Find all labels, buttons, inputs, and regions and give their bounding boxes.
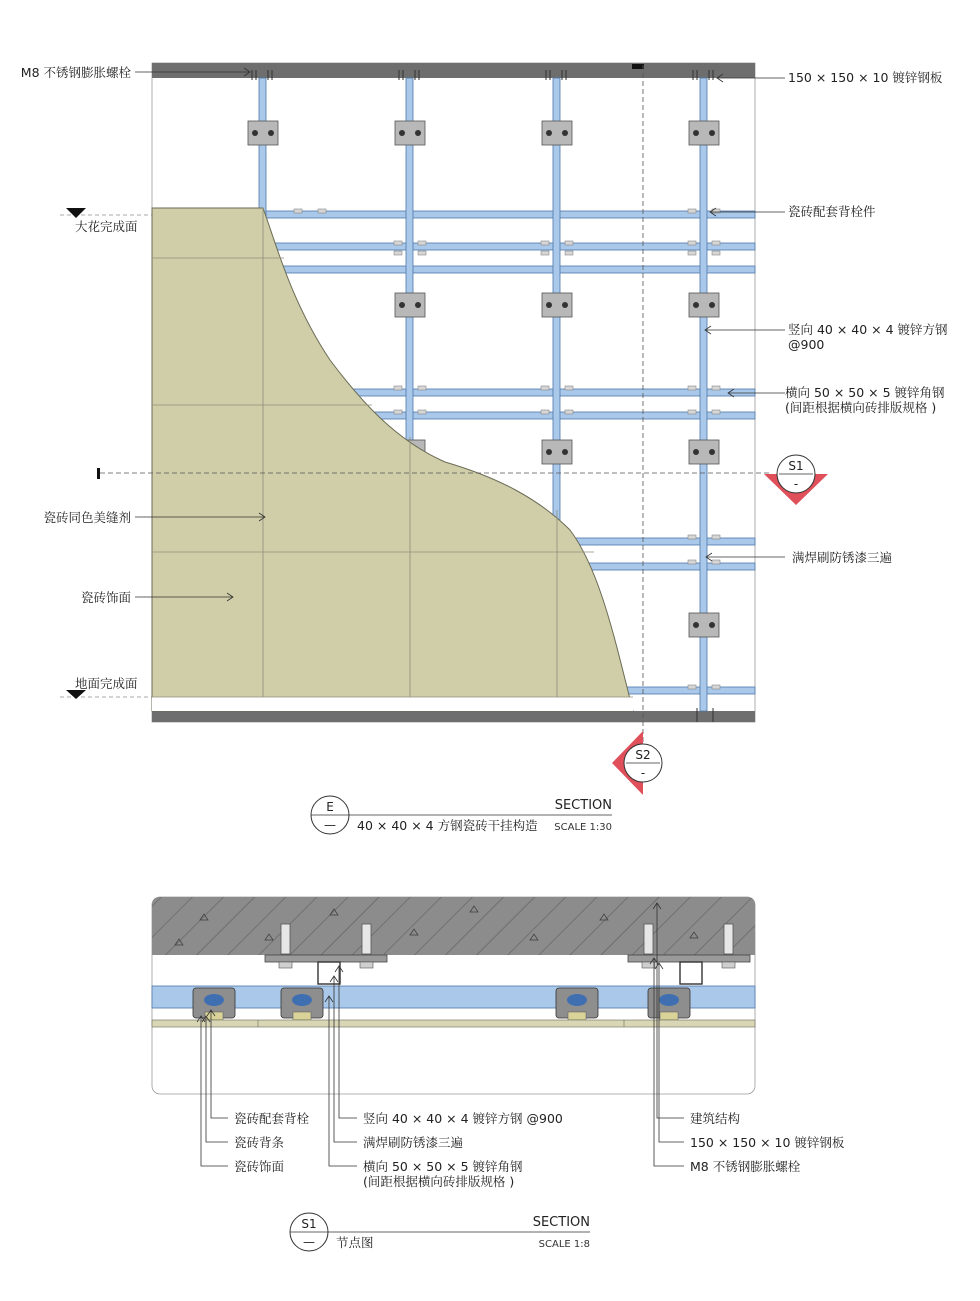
detail-title-id: S1 (301, 1217, 317, 1231)
plate (689, 293, 719, 317)
floor-level-icon (66, 690, 86, 699)
label-vertical-steel: 竖向 40 × 40 × 4 镀锌方钢 (788, 322, 948, 337)
title-scale: SCALE 1:30 (554, 822, 612, 833)
plate (395, 121, 425, 145)
title-block-detail (290, 1213, 590, 1251)
plate (689, 613, 719, 637)
label-tile-face: 瓷砖饰面 (80, 590, 131, 605)
detail-label-back-bolt: 瓷砖配套背栓 (234, 1111, 310, 1126)
title-id: E (326, 800, 334, 814)
svg-text:-: - (793, 477, 799, 491)
plate (689, 121, 719, 145)
label-grout: 瓷砖同色美缝剂 (43, 510, 131, 525)
svg-text:-: - (640, 766, 646, 780)
title-kind: SECTION (554, 798, 612, 813)
detail-label-tile-face: 瓷砖饰面 (234, 1159, 285, 1174)
bottom-slab (152, 711, 755, 722)
plate (542, 121, 572, 145)
top-slab (152, 63, 755, 78)
plate (689, 440, 719, 464)
detail-label-back-strip: 瓷砖背条 (234, 1135, 285, 1150)
detail-label-bolt: M8 不锈钢膨胀螺栓 (690, 1159, 801, 1174)
node-detail-drawing (152, 897, 845, 1251)
detail-title-kind: SECTION (532, 1215, 590, 1230)
plate (395, 293, 425, 317)
title-block-elevation (311, 796, 612, 834)
detail-title-scale: SCALE 1:8 (538, 1239, 590, 1250)
detail-tile-face (152, 1020, 755, 1027)
label-ceiling-level: 大花完成面 (75, 219, 138, 234)
label-plate: 150 × 150 × 10 镀锌钢板 (788, 70, 943, 85)
label-angle-steel-note: (间距根据横向砖排版规格 ) (785, 400, 937, 415)
detail-title-sub: — (303, 1235, 315, 1249)
ceiling-level-icon (66, 208, 86, 218)
detail-label-structure: 建筑结构 (690, 1111, 741, 1126)
section-marker-s1[interactable] (764, 455, 828, 505)
plate (542, 440, 572, 464)
svg-text:S2: S2 (635, 748, 651, 762)
plate (542, 293, 572, 317)
label-angle-steel: 横向 50 × 50 × 5 镀锌角钢 (785, 385, 945, 400)
building-structure (152, 897, 755, 955)
detail-label-angle-steel-note: (间距根据横向砖排版规格 ) (363, 1174, 515, 1189)
label-floor-level: 地面完成面 (75, 676, 138, 691)
detail-title-name: 节点图 (336, 1235, 374, 1250)
label-back-bolt: 瓷砖配套背栓件 (788, 204, 876, 219)
detail-label-angle-steel: 横向 50 × 50 × 5 镀锌角钢 (363, 1159, 523, 1174)
title-sub: — (324, 818, 336, 832)
elevation-drawing (21, 63, 948, 834)
svg-text:S1: S1 (788, 459, 804, 473)
label-vertical-spacing: @900 (788, 337, 825, 352)
detail-label-plate: 150 × 150 × 10 镀锌钢板 (690, 1135, 845, 1150)
detail-label-welding: 满焊刷防锈漆三遍 (363, 1135, 464, 1150)
title-name: 40 × 40 × 4 方钢瓷砖干挂构造 (357, 818, 538, 833)
label-bolt: M8 不锈钢膨胀螺栓 (20, 65, 131, 80)
section-marker-s2[interactable] (612, 731, 662, 795)
label-welding: 满焊刷防锈漆三遍 (792, 550, 893, 565)
plate (248, 121, 278, 145)
detail-label-vertical-steel: 竖向 40 × 40 × 4 镀锌方钢 @900 (363, 1111, 563, 1126)
